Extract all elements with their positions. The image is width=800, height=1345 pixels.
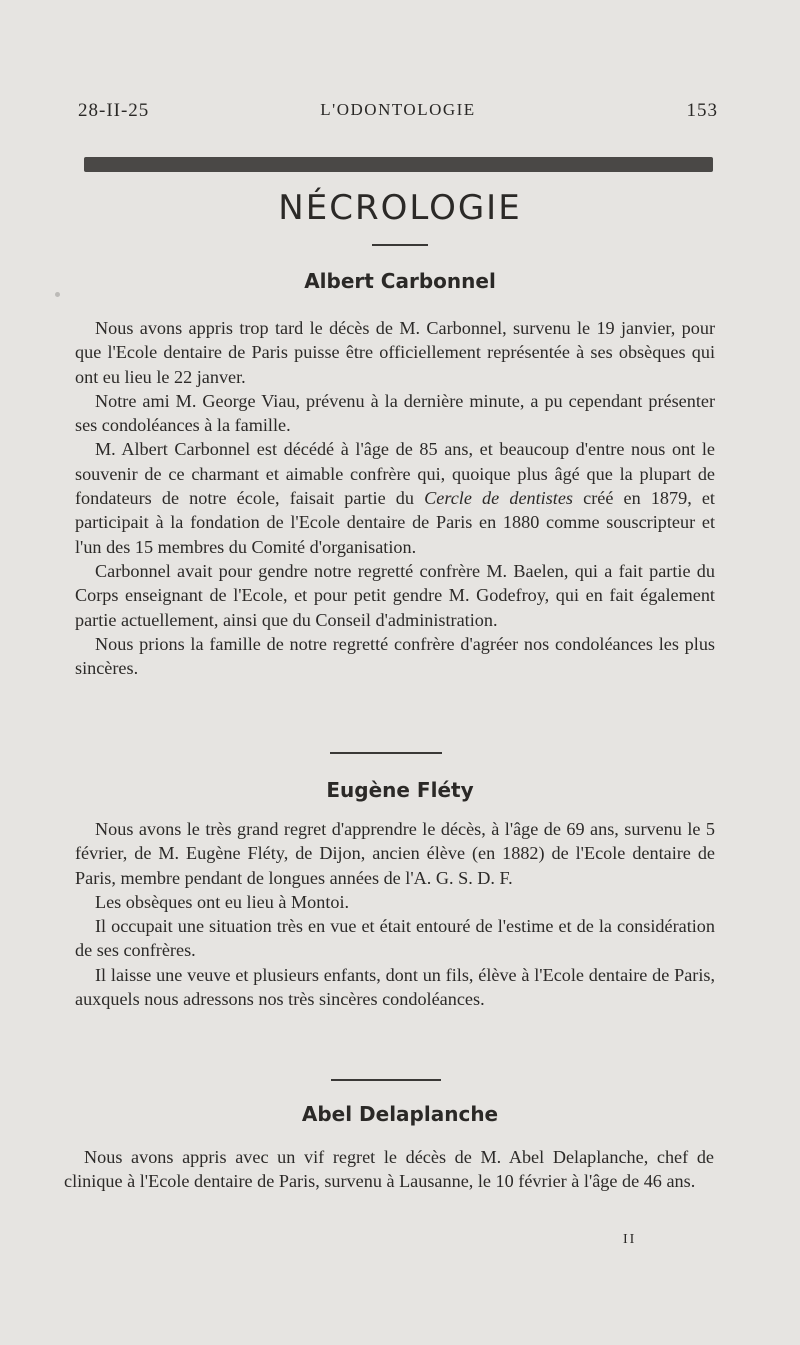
journal-title: L'ODONTOLOGIE xyxy=(320,100,476,119)
issue-date: 28-II-25 xyxy=(78,100,150,121)
signature-mark: II xyxy=(623,1232,637,1247)
paragraph xyxy=(75,437,715,558)
entry-text xyxy=(75,316,715,680)
running-header xyxy=(78,100,718,130)
paragraph: Il occupait une situation très en vue et était entouré de l'estime et de la considération de ses confrères. xyxy=(75,916,715,961)
text-run: créé en 1879, et participait à la fondation de l'Ecole dentaire de Paris en 1880 comme souscripteur et l'un des 15 membres du Comité d'organisation. xyxy=(75,488,715,557)
entry-name: Eugène Fléty xyxy=(326,778,474,802)
paragraph: Il laisse une veuve et plusieurs enfants, dont un fils, élève à l'Ecole dentaire de Paris, auxquels nous adressons nos très sincères condoléances. xyxy=(75,964,715,1010)
paragraph: Nous avons appris trop tard le décès de M. Carbonnel, survenu le 19 janvier, pour que l'Ecole dentaire de Paris puisse être officiellement représentée à ses obsèques qui ont eu lieu le 22 janver. xyxy=(75,318,715,387)
italic-title: Cercle de dentistes xyxy=(424,488,573,509)
decorative-rule xyxy=(84,157,713,172)
paragraph: Les obsèques ont eu lieu à Montoi. xyxy=(95,891,350,912)
entry-text xyxy=(75,817,715,1011)
paragraph: Nous avons le très grand regret d'apprendre le décès, à l'âge de 69 ans, survenu le 5 février, de M. Eugène Fléty, de Dijon, ancien élève (en 1882) de l'Ecole dentaire de Paris, membre pendant de longues années de l'A. G. S. D. F. xyxy=(75,819,715,888)
entry-name: Albert Carbonnel xyxy=(304,269,496,293)
entry-name: Abel Delaplanche xyxy=(301,1102,499,1126)
entry-text xyxy=(64,1145,714,1194)
paragraph: Nous prions la famille de notre regretté confrère d'agréer nos condoléances les plus sincères. xyxy=(75,633,715,679)
paragraph: Nous avons appris avec un vif regret le décès de M. Abel Delaplanche, chef de clinique à l'Ecole dentaire de Paris, survenu à Lausanne, le 10 février à l'âge de 46 ans. xyxy=(64,1147,714,1192)
separator-rule xyxy=(372,244,428,246)
paragraph: Notre ami M. George Viau, prévenu à la dernière minute, a pu cependant présenter ses condoléances à la famille. xyxy=(75,390,715,436)
page-number: 153 xyxy=(686,100,718,121)
section-title: NÉCROLOGIE xyxy=(278,188,522,228)
paragraph: Carbonnel avait pour gendre notre regretté confrère M. Baelen, qui a fait partie du Corps enseignant de l'Ecole, et pour petit gendre M. Godefroy, qui en fait également partie actuellement, ainsi que du Conseil d'administration. xyxy=(75,560,715,630)
separator-rule xyxy=(331,1079,441,1081)
separator-rule xyxy=(330,752,442,754)
text-run: M. Albert Carbonnel est décédé à l'âge de 85 ans, et beaucoup d'entre nous ont le souvenir de ce charmant et aimable confrère qui, quoique plus âgé que la plupart de fondateurs de notre école, faisait partie du xyxy=(75,439,715,509)
